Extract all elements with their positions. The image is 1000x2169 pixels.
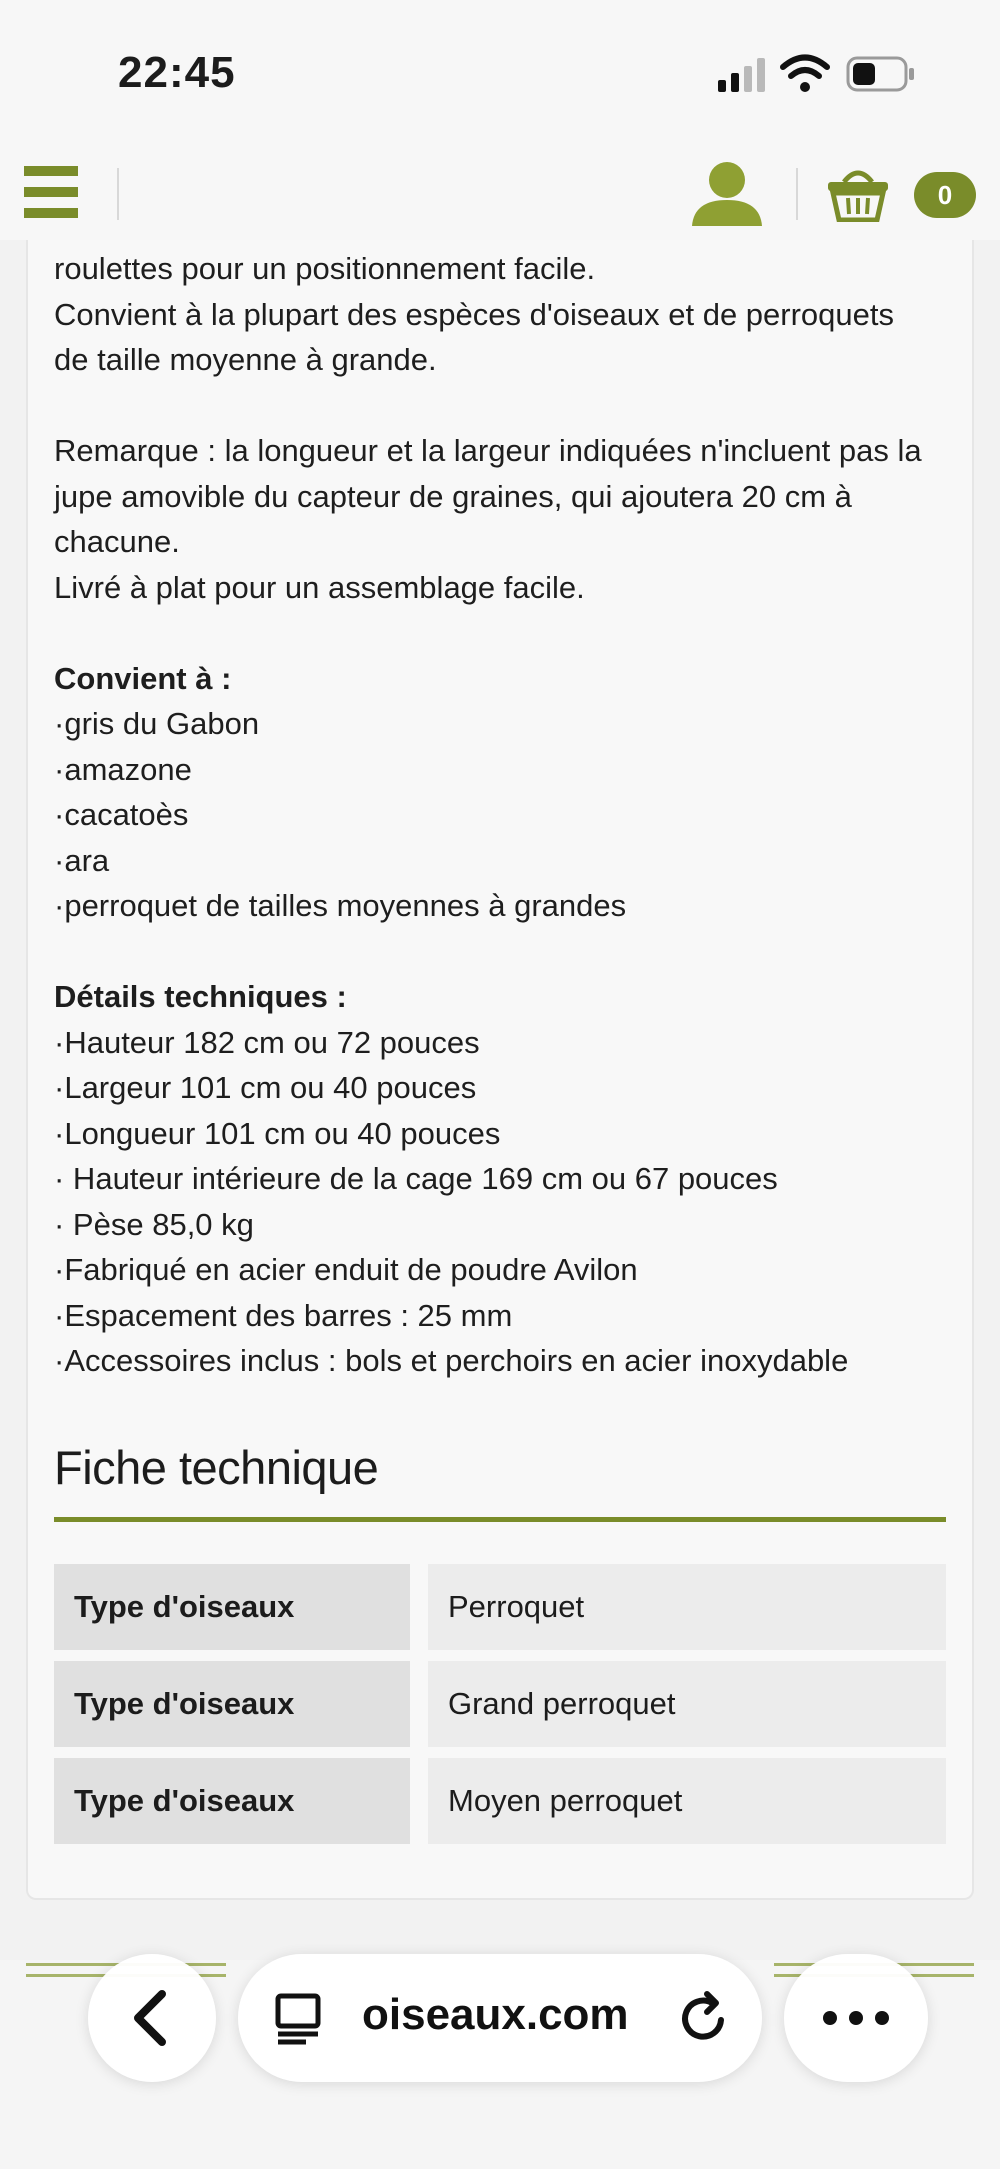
suitable-item: ·ara	[54, 842, 110, 878]
spec-row	[54, 1758, 946, 1844]
suitable-heading: Convient à :	[54, 660, 232, 696]
cellular-signal-icon	[718, 58, 768, 92]
battery-icon	[846, 56, 916, 92]
section-divider	[54, 1517, 946, 1522]
technical-detail-item: · Hauteur intérieure de la cage 169 cm ou 67 pouces	[54, 1161, 778, 1196]
spec-value: Moyen perroquet	[428, 1758, 946, 1844]
shopping-basket-icon[interactable]	[826, 162, 890, 222]
spec-value: Grand perroquet	[428, 1661, 946, 1747]
description-line: chacune.	[54, 524, 180, 559]
technical-detail-item: · Pèse 85,0 kg	[54, 1206, 254, 1242]
back-button[interactable]	[88, 1954, 216, 2082]
product-description	[54, 246, 954, 1384]
technical-detail-item: ·Accessoires inclus : bols et perchoirs en acier inoxydable	[54, 1343, 849, 1378]
header-divider	[117, 168, 119, 220]
spec-row	[54, 1661, 946, 1747]
spec-key: Type d'oiseaux	[54, 1661, 410, 1747]
description-line: jupe amovible du capteur de graines, qui ajoutera 20 cm à	[54, 478, 852, 514]
more-dots-icon	[784, 1954, 928, 2082]
spec-sheet-title: Fiche technique	[54, 1441, 379, 1494]
technical-detail-item: ·Largeur 101 cm ou 40 pouces	[54, 1070, 477, 1105]
technical-detail-item: ·Hauteur 182 cm ou 72 pouces	[54, 1024, 480, 1060]
technical-detail-item: ·Espacement des barres : 25 mm	[54, 1297, 513, 1333]
technical-detail-item: ·Longueur 101 cm ou 40 pouces	[54, 1115, 501, 1151]
spec-table	[54, 1564, 946, 1855]
url-text[interactable]: oiseaux.com	[362, 1990, 629, 2039]
user-account-icon[interactable]	[690, 160, 764, 226]
spec-value: Perroquet	[428, 1564, 946, 1650]
spec-row	[54, 1564, 946, 1650]
spec-key: Type d'oiseaux	[54, 1564, 410, 1650]
description-line: roulettes pour un positionnement facile.	[54, 251, 596, 286]
suitable-item: ·gris du Gabon	[54, 706, 260, 741]
hamburger-menu-icon[interactable]	[24, 166, 78, 218]
technical-details-heading: Détails techniques :	[54, 979, 347, 1014]
spec-key: Type d'oiseaux	[54, 1758, 410, 1844]
description-line: Remarque : la longueur et la largeur indiquées n'incluent pas la	[54, 433, 922, 468]
site-header	[0, 140, 1000, 240]
reload-icon[interactable]	[674, 1988, 734, 2048]
suitable-item: ·amazone	[54, 751, 192, 787]
more-options-button[interactable]	[784, 1954, 928, 2082]
description-line: Livré à plat pour un assemblage facile.	[54, 569, 585, 605]
wifi-icon	[780, 54, 830, 94]
description-line: Convient à la plupart des espèces d'oiseaux et de perroquets	[54, 296, 895, 332]
status-bar	[0, 0, 1000, 140]
header-divider	[796, 168, 798, 220]
technical-detail-item: ·Fabriqué en acier enduit de poudre Avilon	[54, 1252, 638, 1287]
suitable-item: ·perroquet de tailles moyennes à grandes	[54, 888, 627, 923]
description-line: de taille moyenne à grande.	[54, 342, 437, 377]
status-time: 22:45	[118, 48, 236, 97]
chevron-left-icon	[88, 1954, 216, 2082]
reader-view-icon[interactable]	[270, 1988, 330, 2048]
suitable-item: ·cacatoès	[54, 797, 189, 832]
cart-count-badge[interactable]: 0	[914, 172, 976, 218]
